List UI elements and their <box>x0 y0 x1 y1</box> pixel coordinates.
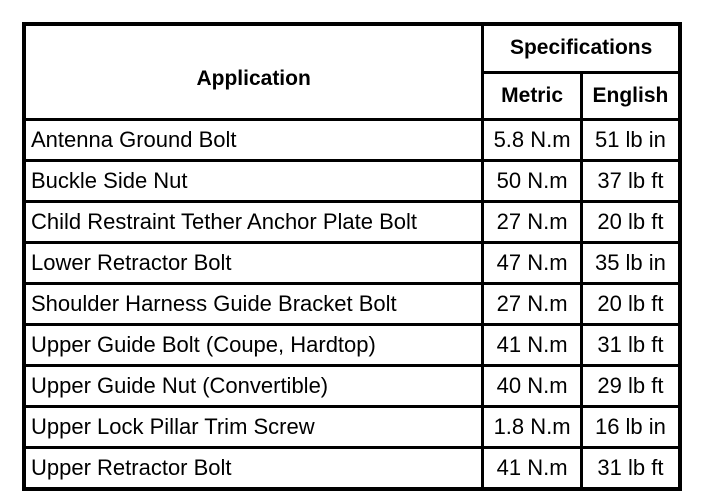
english-cell: 37 lb ft <box>581 161 680 202</box>
table-row <box>24 407 680 448</box>
metric-cell: 50 N.m <box>483 161 582 202</box>
english-cell: 16 lb in <box>581 407 680 448</box>
application-cell: Upper Lock Pillar Trim Screw <box>24 407 483 448</box>
fastener-specifications-table <box>22 22 682 491</box>
metric-cell: 41 N.m <box>483 448 582 490</box>
english-cell: 31 lb ft <box>581 448 680 490</box>
table-row <box>24 448 680 490</box>
application-cell: Child Restraint Tether Anchor Plate Bolt <box>24 202 483 243</box>
application-cell: Buckle Side Nut <box>24 161 483 202</box>
table-row <box>24 325 680 366</box>
english-cell: 20 lb ft <box>581 284 680 325</box>
metric-cell: 40 N.m <box>483 366 582 407</box>
metric-cell: 1.8 N.m <box>483 407 582 448</box>
english-cell: 20 lb ft <box>581 202 680 243</box>
metric-cell: 27 N.m <box>483 284 582 325</box>
english-column-header: English <box>581 72 680 119</box>
english-cell: 29 lb ft <box>581 366 680 407</box>
metric-cell: 47 N.m <box>483 243 582 284</box>
metric-cell: 27 N.m <box>483 202 582 243</box>
table-row <box>24 202 680 243</box>
table-row <box>24 243 680 284</box>
application-cell: Upper Retractor Bolt <box>24 448 483 490</box>
table-row <box>24 284 680 325</box>
english-cell: 35 lb in <box>581 243 680 284</box>
table-row <box>24 120 680 161</box>
application-cell: Upper Guide Nut (Convertible) <box>24 366 483 407</box>
english-cell: 31 lb ft <box>581 325 680 366</box>
application-cell: Upper Guide Bolt (Coupe, Hardtop) <box>24 325 483 366</box>
metric-cell: 41 N.m <box>483 325 582 366</box>
english-cell: 51 lb in <box>581 120 680 161</box>
metric-cell: 5.8 N.m <box>483 120 582 161</box>
table-row <box>24 161 680 202</box>
metric-column-header: Metric <box>483 72 582 119</box>
application-column-header: Application <box>24 24 483 120</box>
application-cell: Shoulder Harness Guide Bracket Bolt <box>24 284 483 325</box>
header-row-top <box>24 24 680 72</box>
application-cell: Lower Retractor Bolt <box>24 243 483 284</box>
application-cell: Antenna Ground Bolt <box>24 120 483 161</box>
table-row <box>24 366 680 407</box>
specifications-group-header: Specifications <box>483 24 680 72</box>
